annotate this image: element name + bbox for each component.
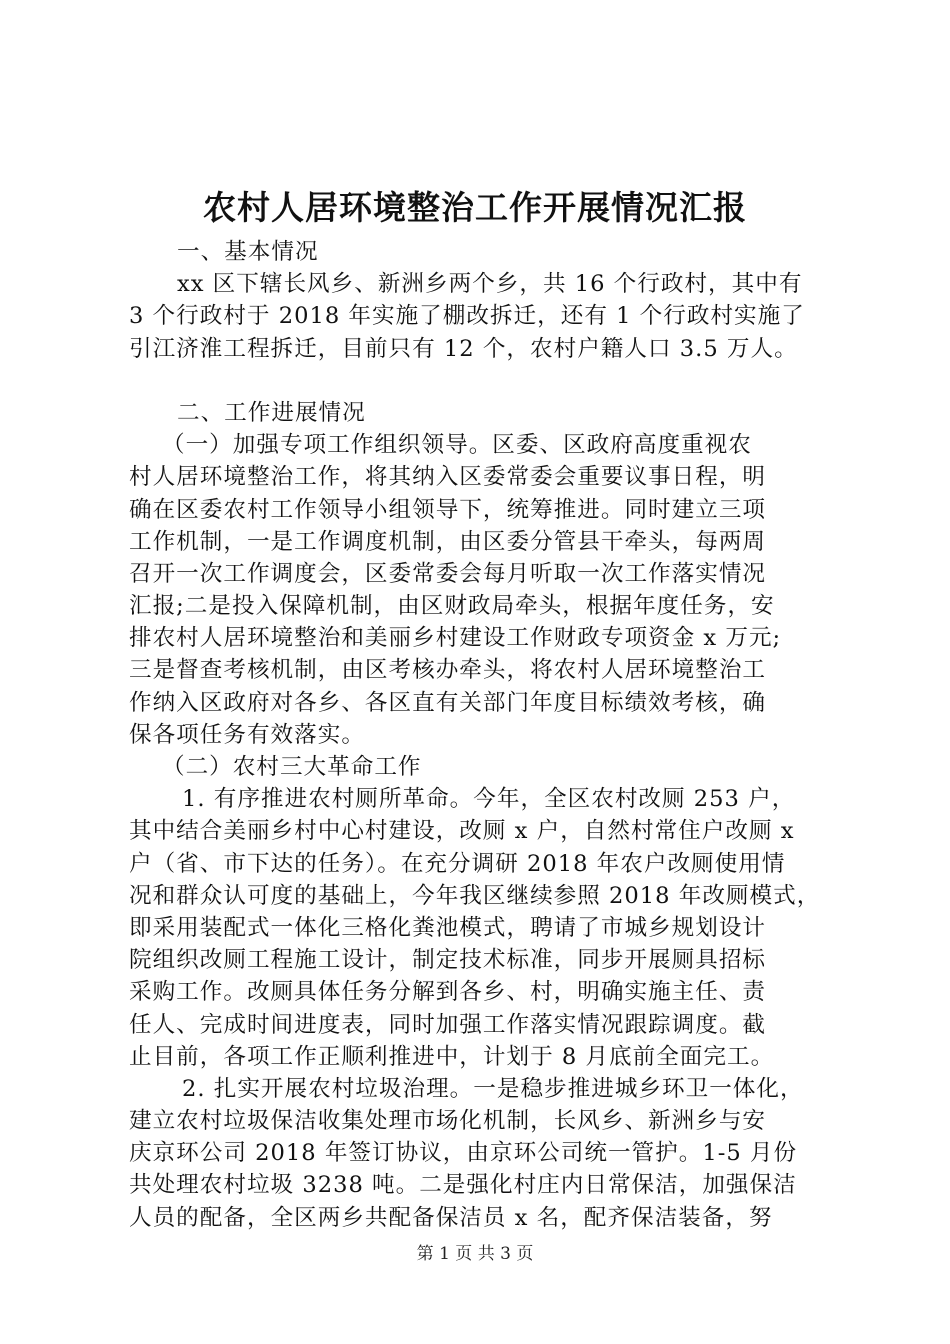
- paragraph-line: 引江济淮工程拆迁，目前只有 12 个，农村户籍人口 3.5 万人。: [129, 335, 798, 362]
- paragraph-line: 召开一次工作调度会，区委常委会每月听取一次工作落实情况: [129, 560, 767, 587]
- paragraph-line: 建立农村垃圾保洁收集处理市场化机制，长风乡、新洲乡与安: [129, 1108, 767, 1135]
- paragraph-line: 户（省、市下达的任务）。在充分调研 2018 年农户改厕使用情: [129, 850, 786, 877]
- paragraph-line: 2. 扎实开展农村垃圾治理。一是稳步推进城乡环卫一体化，: [182, 1075, 804, 1102]
- paragraph-line: 工作机制，一是工作调度机制，由区委分管县干牵头，每两周: [129, 528, 767, 555]
- section-heading-basic: 一、基本情况: [177, 239, 319, 265]
- paragraph-line: 1. 有序推进农村厕所革命。今年，全区农村改厕 253 户，: [182, 786, 796, 813]
- paragraph-line: 作纳入区政府对各乡、各区直有关部门年度目标绩效考核，确: [129, 689, 767, 716]
- section-heading-progress: 二、工作进展情况: [177, 399, 366, 426]
- paragraph-line: 3 个行政村于 2018 年实施了棚改拆迁，还有 1 个行政村实施了: [129, 303, 805, 330]
- paragraph-line: 三是督查考核机制，由区考核办牵头，将农村人居环境整治工: [129, 657, 767, 684]
- paragraph-line: 即采用装配式一体化三格化粪池模式，聘请了市城乡规划设计: [129, 914, 767, 941]
- blank-line: [129, 365, 829, 397]
- paragraph-line: 庆京环公司 2018 年签订协议，由京环公司统一管护。1-5 月份: [129, 1140, 798, 1167]
- paragraph-line: 村人居环境整治工作，将其纳入区委常委会重要议事日程，明: [129, 464, 767, 491]
- paragraph-line: 况和群众认可度的基础上，今年我区继续参照 2018 年改厕模式，: [129, 882, 821, 909]
- paragraph-line: 汇报;二是投入保障机制，由区财政局牵头，根据年度任务，安: [129, 593, 775, 620]
- paragraph-line: 采购工作。改厕具体任务分解到各乡、村，明确实施主任、责: [129, 979, 767, 1006]
- paragraph-line: xx 区下辖长风乡、新洲乡两个乡，共 16 个行政村，其中有: [177, 271, 803, 298]
- document-title: 农村人居环境整治工作开展情况汇报: [203, 188, 747, 227]
- paragraph-line: 任人、完成时间进度表，同时加强工作落实情况跟踪调度。截: [129, 1011, 767, 1038]
- paragraph-line: 共处理农村垃圾 3238 吨。二是强化村庄内日常保洁，加强保洁: [129, 1172, 797, 1199]
- subsection-heading: （二）农村三大革命工作: [162, 754, 422, 780]
- paragraph-line: 其中结合美丽乡村中心村建设，改厕 x 户，自然村常住户改厕 x: [129, 818, 795, 845]
- paragraph-line: 人员的配备，全区两乡共配备保洁员 x 名，配齐保洁装备，努: [129, 1204, 773, 1231]
- page-number-footer: 第 1 页 共 3 页: [416, 1244, 534, 1264]
- paragraph-line: 排农村人居环境整治和美丽乡村建设工作财政专项资金 x 万元;: [129, 625, 782, 652]
- paragraph-line: 确在区委农村工作领导小组领导下，统筹推进。同时建立三项: [129, 496, 767, 523]
- document-body: [129, 236, 829, 1234]
- paragraph-line: （一）加强专项工作组织领导。区委、区政府高度重视农: [162, 432, 752, 459]
- paragraph-line: 保各项任务有效落实。: [129, 721, 365, 748]
- paragraph-line: 止目前，各项工作正顺利推进中，计划于 8 月底前全面完工。: [129, 1043, 775, 1070]
- paragraph-line: 院组织改厕工程施工设计，制定技术标准，同步开展厕具招标: [129, 947, 767, 974]
